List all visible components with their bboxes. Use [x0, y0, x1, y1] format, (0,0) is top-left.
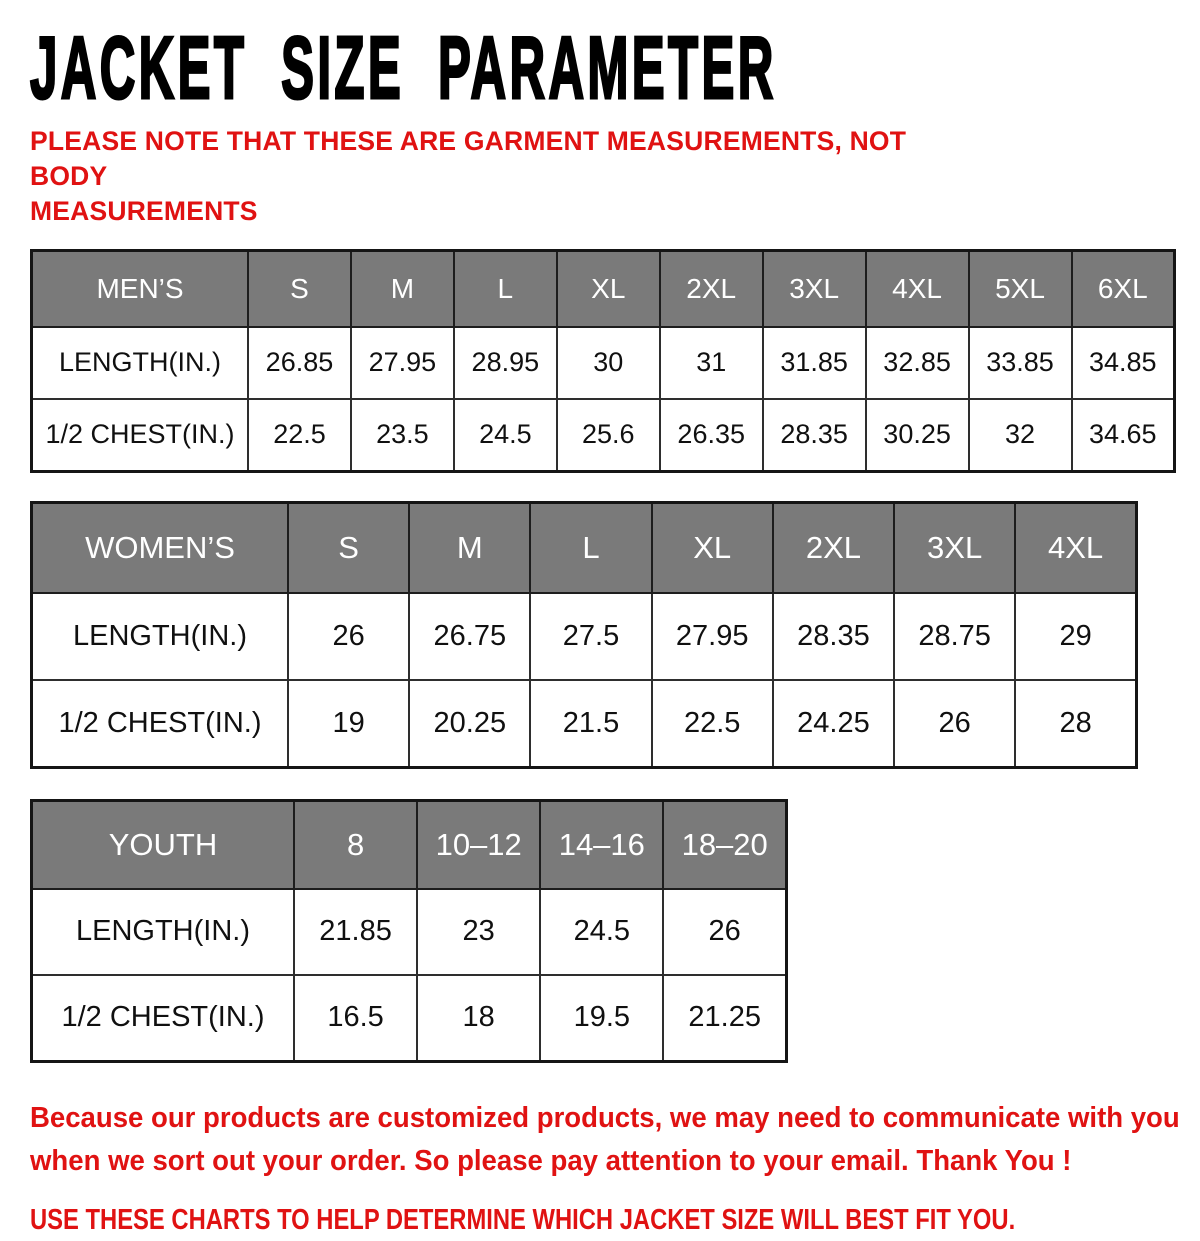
row-label: 1/2 CHEST(IN.) [32, 680, 289, 768]
size-value: 28.95 [454, 327, 557, 399]
note-line: PLEASE NOTE THAT THESE ARE GARMENT MEASUREMENTS, NOT BODY [30, 126, 907, 191]
page-title: JACKET SIZE PARAMETER [30, 18, 777, 117]
size-value: 32 [969, 399, 1072, 472]
column-header: 5XL [969, 250, 1072, 327]
size-value: 22.5 [248, 399, 351, 472]
size-value: 28.35 [763, 399, 866, 472]
size-value: 31.85 [763, 327, 866, 399]
size-value: 26.75 [409, 593, 530, 680]
size-value: 28.35 [773, 593, 894, 680]
size-value: 33.85 [969, 327, 1072, 399]
row-label: 1/2 CHEST(IN.) [32, 975, 295, 1062]
jacket-size-parameter-page [0, 18, 1200, 1236]
column-header: 10–12 [417, 800, 540, 889]
column-header: M [351, 250, 454, 327]
size-value: 26.85 [248, 327, 351, 399]
table-row [32, 680, 1137, 768]
size-value: 16.5 [294, 975, 417, 1062]
size-value: 21.85 [294, 889, 417, 975]
table-row [32, 327, 1175, 399]
size-value: 34.85 [1072, 327, 1175, 399]
column-header: 14–16 [540, 800, 663, 889]
column-header: S [248, 250, 351, 327]
customization-notice [30, 1097, 1180, 1184]
table-title-cell: MEN’S [32, 250, 249, 327]
table-row [32, 889, 787, 975]
size-value: 32.85 [866, 327, 969, 399]
size-value: 21.25 [663, 975, 786, 1062]
column-header: 4XL [1015, 502, 1136, 593]
table-row [32, 593, 1137, 680]
size-value: 18 [417, 975, 540, 1062]
garment-measurements-note [30, 124, 990, 229]
size-value: 26 [663, 889, 786, 975]
row-label: LENGTH(IN.) [32, 327, 249, 399]
size-value: 24.25 [773, 680, 894, 768]
size-value: 29 [1015, 593, 1136, 680]
table-title-cell: YOUTH [32, 800, 295, 889]
size-value: 31 [660, 327, 763, 399]
header-row [32, 502, 1137, 593]
size-value: 19 [288, 680, 409, 768]
notice-line: when we sort out your order. So please pay attention to your email. Thank You ! [30, 1145, 1072, 1178]
size-value: 20.25 [409, 680, 530, 768]
size-value: 30.25 [866, 399, 969, 472]
column-header: L [530, 502, 651, 593]
column-header: 2XL [773, 502, 894, 593]
column-header: 4XL [866, 250, 969, 327]
womens-size-table [30, 501, 1138, 769]
size-value: 19.5 [540, 975, 663, 1062]
column-header: S [288, 502, 409, 593]
table-row [32, 399, 1175, 472]
column-header: L [454, 250, 557, 327]
size-value: 21.5 [530, 680, 651, 768]
row-label: LENGTH(IN.) [32, 593, 289, 680]
youth-size-table [30, 799, 788, 1063]
size-value: 26.35 [660, 399, 763, 472]
table-row [32, 975, 787, 1062]
column-header: 8 [294, 800, 417, 889]
fit-advice-text: USE THESE CHARTS TO HELP DETERMINE WHICH JACKET SIZE WILL BEST FIT YOU. [30, 1203, 1016, 1236]
size-value: 22.5 [652, 680, 773, 768]
size-value: 27.95 [652, 593, 773, 680]
column-header: 3XL [763, 250, 866, 327]
size-value: 23 [417, 889, 540, 975]
column-header: 6XL [1072, 250, 1175, 327]
size-value: 28.75 [894, 593, 1015, 680]
table-title-cell: WOMEN’S [32, 502, 289, 593]
column-header: XL [557, 250, 660, 327]
size-value: 27.95 [351, 327, 454, 399]
column-header: M [409, 502, 530, 593]
size-value: 25.6 [557, 399, 660, 472]
column-header: 3XL [894, 502, 1015, 593]
header-row [32, 800, 787, 889]
column-header: 2XL [660, 250, 763, 327]
size-value: 26 [894, 680, 1015, 768]
note-line: MEASUREMENTS [30, 195, 258, 226]
column-header: 18–20 [663, 800, 786, 889]
notice-line: Because our products are customized products, we may need to communicate with you [30, 1101, 1180, 1134]
size-value: 24.5 [540, 889, 663, 975]
size-value: 27.5 [530, 593, 651, 680]
row-label: 1/2 CHEST(IN.) [32, 399, 249, 472]
size-value: 26 [288, 593, 409, 680]
header-row [32, 250, 1175, 327]
size-value: 23.5 [351, 399, 454, 472]
size-value: 28 [1015, 680, 1136, 768]
size-value: 30 [557, 327, 660, 399]
size-value: 34.65 [1072, 399, 1175, 472]
size-value: 24.5 [454, 399, 557, 472]
column-header: XL [652, 502, 773, 593]
mens-size-table [30, 249, 1176, 473]
row-label: LENGTH(IN.) [32, 889, 295, 975]
